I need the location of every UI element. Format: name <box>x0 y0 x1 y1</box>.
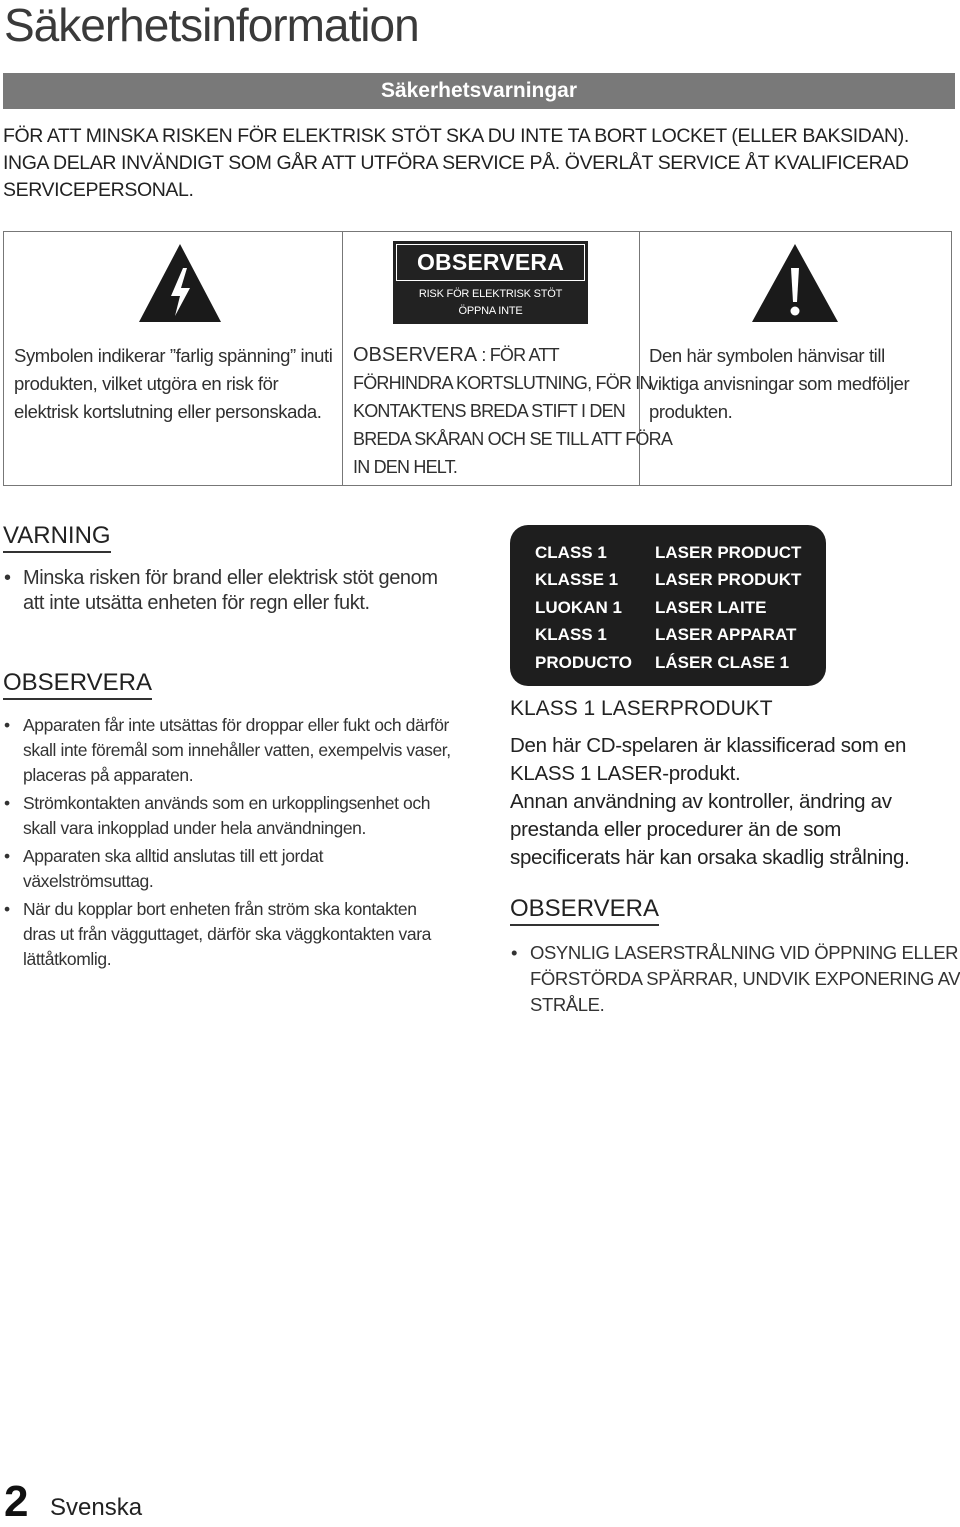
caution-label-subtext <box>393 286 588 320</box>
intro-line: FÖR ATT MINSKA RISKEN FÖR ELEKTRISK STÖT SKA DU INTE TA BORT LOCKET (ELLER BAKSIDAN). <box>3 125 909 147</box>
text-line: viktiga anvisningar som medföljer <box>649 373 910 394</box>
caution-label <box>393 241 588 324</box>
text-line: lättåtkomlig. <box>23 949 112 969</box>
intro-warning <box>3 123 953 204</box>
text-line: Den här symbolen hänvisar till <box>649 345 885 366</box>
text-line: • Minska risken för brand eller elektrisk stöt genom <box>23 567 438 589</box>
caution-text <box>353 341 673 481</box>
varning-list <box>3 566 473 616</box>
lightning-warning-icon <box>137 242 223 324</box>
text-line: KLASS 1 LASER-produkt. <box>510 762 741 785</box>
text-line: • När du kopplar bort enheten från ström ska kontakten <box>23 899 417 919</box>
laser-label-row <box>510 539 826 567</box>
page-number: 2 <box>4 1477 29 1526</box>
symbol-cell-instructions <box>640 232 951 485</box>
text-line: STRÅLE. <box>530 994 605 1015</box>
laser-class-cell: CLASS 1 <box>535 542 607 562</box>
text-line: specificerats här kan orsaka skadlig strålning. <box>510 846 910 869</box>
observera-heading-left: OBSERVERA <box>3 668 152 700</box>
text-line: Den här CD-spelaren är klassificerad som en <box>510 734 907 757</box>
laser-product-cell: LÁSER CLASE 1 <box>655 652 790 672</box>
laser-class-cell: LUOKAN 1 <box>535 597 622 617</box>
list-item <box>510 940 960 1018</box>
text-line: • Apparaten ska alltid anslutas till ett jordat <box>23 846 324 866</box>
list-item <box>3 791 483 841</box>
text-line: • Strömkontakten används som en urkopplingsenhet och <box>23 793 431 813</box>
laser-product-cell: LASER LAITE <box>655 597 767 617</box>
text-line: Annan användning av kontroller, ändring av <box>510 790 892 813</box>
caution-label-line: ÖPPNA INTE <box>458 305 523 317</box>
observera-list-right <box>510 940 960 1018</box>
text-line: • OSYNLIG LASERSTRÅLNING VID ÖPPNING ELLER <box>530 942 959 963</box>
laser-class-title: KLASS 1 LASERPRODUKT <box>510 697 773 720</box>
text-line: • Apparaten får inte utsättas för droppar eller fukt och därför <box>23 715 449 735</box>
text-line: elektrisk kortslutning eller personskada. <box>14 401 322 422</box>
caution-label-line: RISK FÖR ELEKTRISK STÖT <box>418 288 563 300</box>
page-language: Svenska <box>50 1494 143 1521</box>
section-bar-label: Säkerhetsvarningar <box>380 79 578 102</box>
instructions-symbol-text <box>649 342 949 426</box>
list-item <box>3 566 473 616</box>
text-line: produkten. <box>649 401 733 422</box>
laser-label-row <box>510 649 826 677</box>
voltage-symbol-text <box>14 342 339 426</box>
laser-class-cell: KLASSE 1 <box>535 570 619 590</box>
laser-class-cell: PRODUCTO <box>535 652 632 672</box>
observera-heading-right: OBSERVERA <box>510 894 659 926</box>
laser-label-row <box>510 622 826 650</box>
caution-label-title: OBSERVERA <box>396 244 585 281</box>
list-item <box>3 713 483 788</box>
symbol-cell-caution <box>343 232 673 485</box>
page-title: Säkerhetsinformation <box>4 0 419 51</box>
text-line: skall vara inkopplad under hela användningen. <box>23 818 366 838</box>
text-line: FÖRSTÖRDA SPÄRRAR, UNDVIK EXPONERING AV <box>530 968 960 989</box>
text-line: FÖRHINDRA KORTSLUTNING, FÖR IN <box>353 373 652 393</box>
laser-product-cell: LASER PRODUKT <box>655 570 802 590</box>
list-item <box>3 897 483 972</box>
text-line: BREDA SKÅRAN OCH SE TILL ATT FÖRA <box>353 429 673 449</box>
section-bar <box>3 73 955 109</box>
text-line: växelströmsuttag. <box>23 871 154 891</box>
text-line: skall inte föremål som innehåller vatten, exempelvis vaser, <box>23 740 451 760</box>
laser-product-cell: LASER PRODUCT <box>655 542 802 562</box>
laser-class-cell: KLASS 1 <box>535 625 607 645</box>
text-line: placeras på apparaten. <box>23 765 194 785</box>
text-line: IN DEN HELT. <box>353 457 458 477</box>
symbols-table <box>3 231 952 486</box>
text-line: KONTAKTENS BREDA STIFT I DEN <box>353 401 625 421</box>
symbol-cell-voltage <box>4 232 343 485</box>
laser-product-cell: LASER APPARAT <box>655 625 797 645</box>
text-line: att inte utsätta enheten för regn eller fukt. <box>23 592 370 614</box>
text-line: prestanda eller procedurer än de som <box>510 818 842 841</box>
observera-list-left <box>3 713 483 975</box>
exclamation-warning-icon <box>750 242 840 324</box>
list-item <box>3 844 483 894</box>
intro-line: SERVICEPERSONAL. <box>3 179 194 201</box>
laser-class-label <box>510 525 826 686</box>
varning-heading: VARNING <box>3 521 111 553</box>
intro-line: INGA DELAR INVÄNDIGT SOM GÅR ATT UTFÖRA SERVICE PÅ. ÖVERLÅT SERVICE ÅT KVALIFICERAD <box>3 152 909 174</box>
laser-label-row <box>510 594 826 622</box>
caution-lead: OBSERVERA <box>353 344 478 366</box>
laser-class-text <box>510 732 950 872</box>
text-line: Symbolen indikerar ”farlig spänning” inuti <box>14 345 333 366</box>
text-line: produkten, vilket utgöra en risk för <box>14 373 279 394</box>
laser-label-row <box>510 567 826 595</box>
text-line: dras ut från vägguttaget, därför ska väggkontakten vara <box>23 924 431 944</box>
text-line <box>353 341 638 369</box>
caution-lead-rest: : FÖR ATT <box>477 345 559 365</box>
